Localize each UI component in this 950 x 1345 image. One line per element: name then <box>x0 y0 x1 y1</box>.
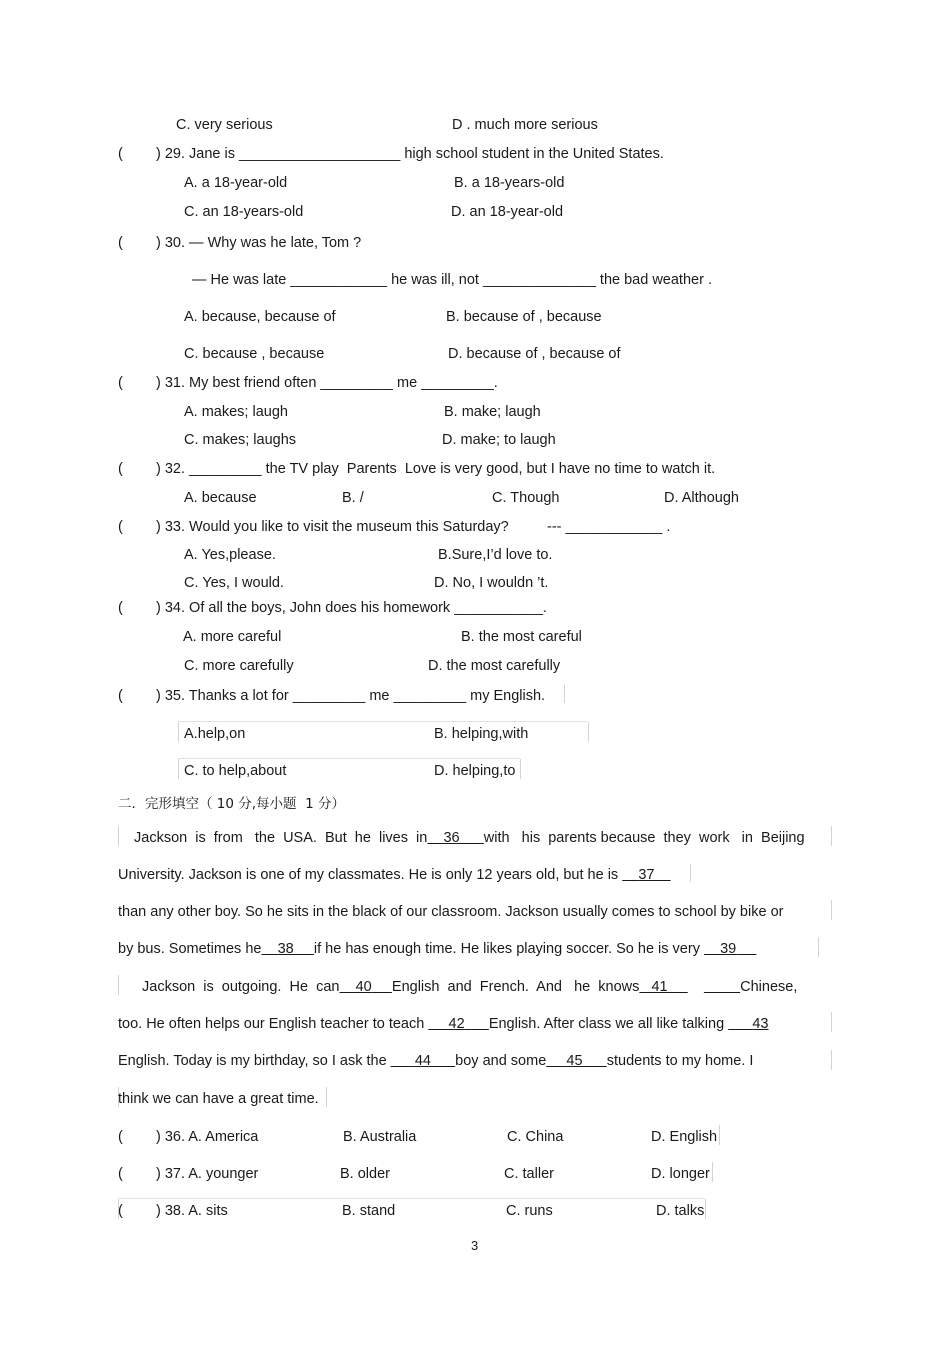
option-d: D. because of , because of <box>448 346 621 362</box>
question-bracket: ( <box>118 600 123 616</box>
option-d: D. helping,to <box>434 763 516 779</box>
table-border <box>712 1162 713 1182</box>
option-d: D. longer <box>651 1166 710 1182</box>
question-38-stem: ) 38. A. sits <box>156 1203 228 1219</box>
table-border <box>118 1198 705 1199</box>
option-c: C. runs <box>506 1203 553 1219</box>
option-c: C. taller <box>504 1166 554 1182</box>
table-border <box>831 1012 832 1032</box>
option-a: A. a 18-year-old <box>184 175 288 191</box>
table-border <box>326 1087 327 1107</box>
option-a: A.help,on <box>184 726 246 742</box>
option-b: B. helping,with <box>434 726 529 742</box>
option-a: A. because <box>184 490 257 506</box>
table-border <box>588 722 589 742</box>
table-border <box>719 1125 720 1145</box>
table-border <box>818 937 819 957</box>
table-border <box>118 975 119 995</box>
passage-line: University. Jackson is one of my classmates. He is only 12 years old, but he is 37 <box>118 867 655 883</box>
table-border <box>118 826 119 846</box>
question-31-stem: ) 31. My best friend often _________ me _________. <box>156 375 498 391</box>
table-border <box>178 721 588 722</box>
table-border <box>564 685 565 703</box>
question-bracket: ( <box>118 461 123 477</box>
option-d: D. No, I wouldn ’t. <box>434 575 549 591</box>
passage-line: English. Today is my birthday, so I ask the 44 boy and some 45 students to my home. I <box>118 1053 754 1069</box>
option-b: B. Australia <box>343 1129 417 1145</box>
question-bracket: ( <box>118 235 123 251</box>
option-a: A. because, because of <box>184 309 336 325</box>
option-c: C. China <box>507 1129 564 1145</box>
question-bracket: ( <box>118 1203 123 1219</box>
option-d: D. the most carefully <box>428 658 561 674</box>
question-bracket: ( <box>118 1129 123 1145</box>
table-border <box>178 758 520 759</box>
question-30-line2: — He was late ____________ he was ill, not ______________ the bad weather . <box>192 272 712 288</box>
option-d: D. make; to laugh <box>442 432 556 448</box>
passage-line: Jackson is outgoing. He can 40 English and French. And he knows 41 Chinese, <box>142 979 798 995</box>
question-33-reply: --- ____________ . <box>547 519 671 535</box>
option-b: B.Sure,I’d love to. <box>438 547 553 563</box>
question-bracket: ( <box>118 688 123 704</box>
question-bracket: ( <box>118 1166 123 1182</box>
option-c: C. an 18-years-old <box>184 204 304 220</box>
question-bracket: ( <box>118 375 123 391</box>
option-a: A. makes; laugh <box>184 404 288 420</box>
table-border <box>705 1199 706 1219</box>
option-d: D. English <box>651 1129 718 1145</box>
option-d: D . much more serious <box>452 117 598 133</box>
option-d: D. talks <box>656 1203 705 1219</box>
option-c: C. Yes, I would. <box>184 575 284 591</box>
passage-line: than any other boy. So he sits in the black of our classroom. Jackson usually comes to school by bike or <box>118 904 784 920</box>
option-a: A. more careful <box>183 629 282 645</box>
table-border <box>831 1050 832 1070</box>
question-34-stem: ) 34. Of all the boys, John does his homework ___________. <box>156 600 547 616</box>
question-32-stem: ) 32. _________ the TV play Parents Love is very good, but I have no time to watch it. <box>156 461 716 477</box>
option-a: A. Yes,please. <box>184 547 276 563</box>
table-border <box>831 900 832 920</box>
option-b: B. the most careful <box>461 629 582 645</box>
passage-line: too. He often helps our English teacher to teach 42 English. After class we all like talking 43 <box>118 1016 769 1032</box>
option-b: B. a 18-years-old <box>454 175 565 191</box>
table-border <box>520 759 521 779</box>
question-36-stem: ) 36. A. America <box>156 1129 259 1145</box>
question-37-stem: ) 37. A. younger <box>156 1166 259 1182</box>
question-30-stem: ) 30. — Why was he late, Tom ? <box>156 235 362 251</box>
passage-line: Jackson is from the USA. But he lives in 36 with his parents because they work in Beijing <box>134 830 805 846</box>
question-35-stem: ) 35. Thanks a lot for _________ me _________ my English. <box>156 688 546 704</box>
question-bracket: ( <box>118 519 123 535</box>
question-bracket: ( <box>118 146 123 162</box>
option-d: D. Although <box>664 490 739 506</box>
option-c: C. because , because <box>184 346 325 362</box>
option-c: C. very serious <box>176 117 273 133</box>
option-c: C. makes; laughs <box>184 432 297 448</box>
option-b: B. because of , because <box>446 309 602 325</box>
table-border <box>178 759 179 779</box>
option-c: C. to help,about <box>184 763 287 779</box>
table-border <box>178 722 179 742</box>
table-border <box>831 826 832 846</box>
option-c: C. Though <box>492 490 560 506</box>
question-29-stem: ) 29. Jane is ____________________ high school student in the United States. <box>156 146 664 162</box>
section-heading: 二．完形填空（ 10 分,每小题 1 分） <box>118 796 346 812</box>
option-b: B. stand <box>342 1203 396 1219</box>
table-border <box>690 864 691 882</box>
question-33-stem: ) 33. Would you like to visit the museum this Saturday? <box>156 519 509 535</box>
option-b: B. make; laugh <box>444 404 541 420</box>
passage-line: by bus. Sometimes he 38 if he has enough time. He likes playing soccer. So he is very 39 <box>118 941 737 957</box>
option-b: B. older <box>340 1166 390 1182</box>
page-number: 3 <box>471 1238 479 1253</box>
option-d: D. an 18-year-old <box>451 204 564 220</box>
passage-line: think we can have a great time. <box>118 1091 319 1107</box>
option-c: C. more carefully <box>184 658 294 674</box>
option-b: B. / <box>342 490 364 506</box>
